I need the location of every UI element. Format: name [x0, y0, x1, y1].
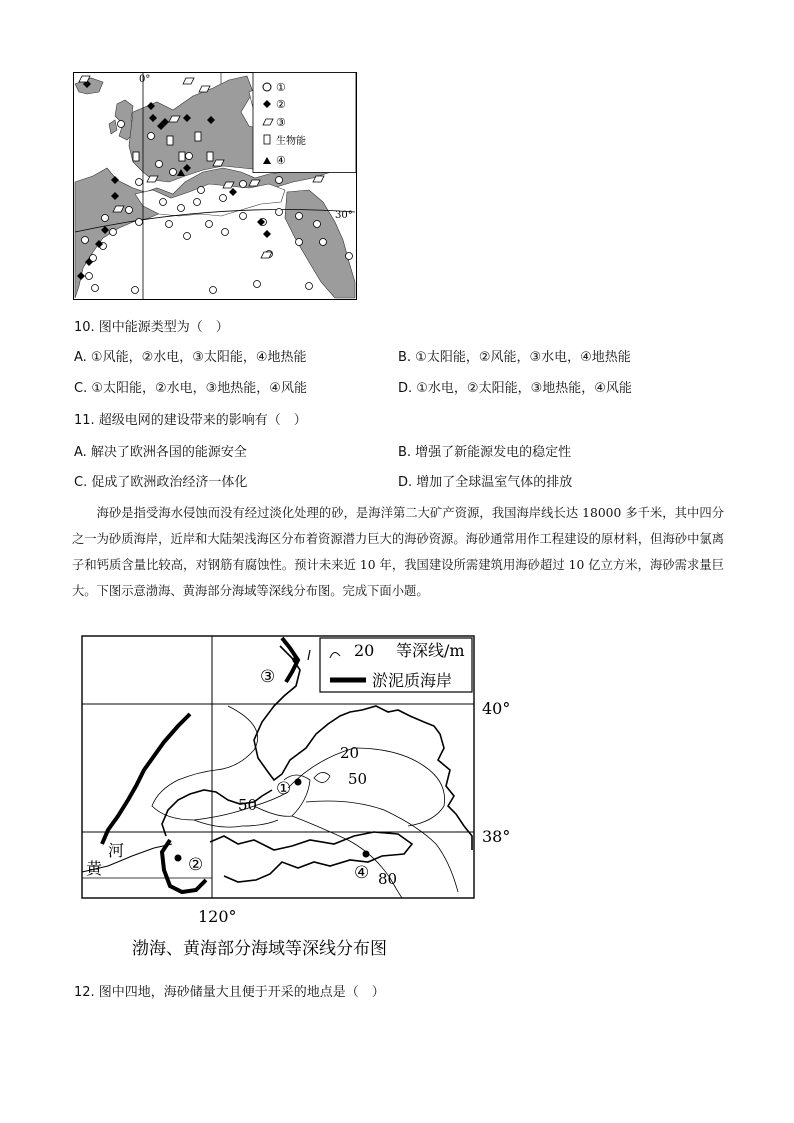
question-11-stem: 11. 超级电网的建设带来的影响有（ ） — [74, 413, 307, 428]
q10-option-d[interactable]: D. ①水电，②太阳能，③地热能，④风能 — [398, 381, 632, 396]
q11-option-a[interactable]: A. 解决了欧洲各国的能源安全 — [74, 445, 247, 460]
reading-passage — [72, 500, 724, 604]
q10-option-b[interactable]: B. ①太阳能，②风能，③水电，④地热能 — [398, 350, 631, 365]
legend-contour-value: 20 — [354, 641, 375, 660]
legend-solar-label: ① — [276, 81, 286, 94]
legend-muddy-coast-label: 淤泥质海岸 — [372, 671, 453, 690]
legend-hydro-label: ② — [276, 98, 286, 111]
site-1-label: ① — [276, 779, 292, 799]
passage-text: 海砂是指受海水侵蚀而没有经过淡化处理的砂，是海洋第二大矿产资源，我国海岸线长达 18000 多千米，其中四分之一为砂质海岸，近岸和大陆架浅海区分布着资源潜力巨大的海砂资源。海砂通常用作工程建设的原材料，但海砂中氯离子和钙质含量比较高，对钢筋有腐蚀性。预计未来近 10 年，我国建设所需建筑用海砂超过 10 亿立方米，海砂需求量巨大。下图示意渤海、黄海部分海域等深线分布图。完成下面小题。 — [72, 506, 724, 598]
lat-38-label: 38° — [482, 827, 511, 846]
europe-energy-map — [73, 72, 357, 300]
lat-30-label: 30° — [335, 210, 353, 221]
contour-80-label: 80 — [378, 870, 398, 888]
lat-40-label: 40° — [482, 699, 511, 718]
legend-geothermal-label: ③ — [276, 116, 286, 129]
legend-biomass-label: 生物能 — [276, 136, 306, 147]
lon-0-label: 0° — [139, 74, 151, 85]
contour-20-label: 20 — [340, 744, 360, 762]
q11-option-b[interactable]: B. 增强了新能源发电的稳定性 — [398, 445, 572, 460]
question-10-stem: 10. 图中能源类型为（ ） — [74, 320, 229, 335]
site-2-label: ② — [188, 855, 204, 875]
q10-option-a[interactable]: A. ①风能，②水电，③太阳能，④地热能 — [74, 350, 307, 365]
legend-contour-label: 等深线/m — [396, 641, 465, 660]
lon-120-label: 120° — [198, 907, 237, 926]
contour-50-label-a: 50 — [348, 770, 368, 788]
bohai-isobath-map — [78, 630, 518, 960]
site-3-label: ③ — [260, 667, 276, 687]
q10-option-c[interactable]: C. ①太阳能，②水电，③地热能，④风能 — [74, 381, 307, 396]
q11-option-d[interactable]: D. 增加了全球温室气体的排放 — [398, 475, 573, 490]
river-label-huang: 黄 — [86, 859, 103, 878]
contour-50-label-b: 50 — [238, 796, 258, 814]
question-12-stem: 12. 图中四地，海砂储量大且便于开采的地点是（ ） — [74, 985, 385, 1000]
q11-option-c[interactable]: C. 促成了欧洲政治经济一体化 — [74, 475, 248, 490]
map2-caption: 渤海、黄海部分海域等深线分布图 — [132, 939, 387, 959]
legend-wind-label: ④ — [276, 154, 286, 167]
site-4-label: ④ — [354, 863, 370, 883]
river-label-he: 河 — [108, 841, 125, 860]
